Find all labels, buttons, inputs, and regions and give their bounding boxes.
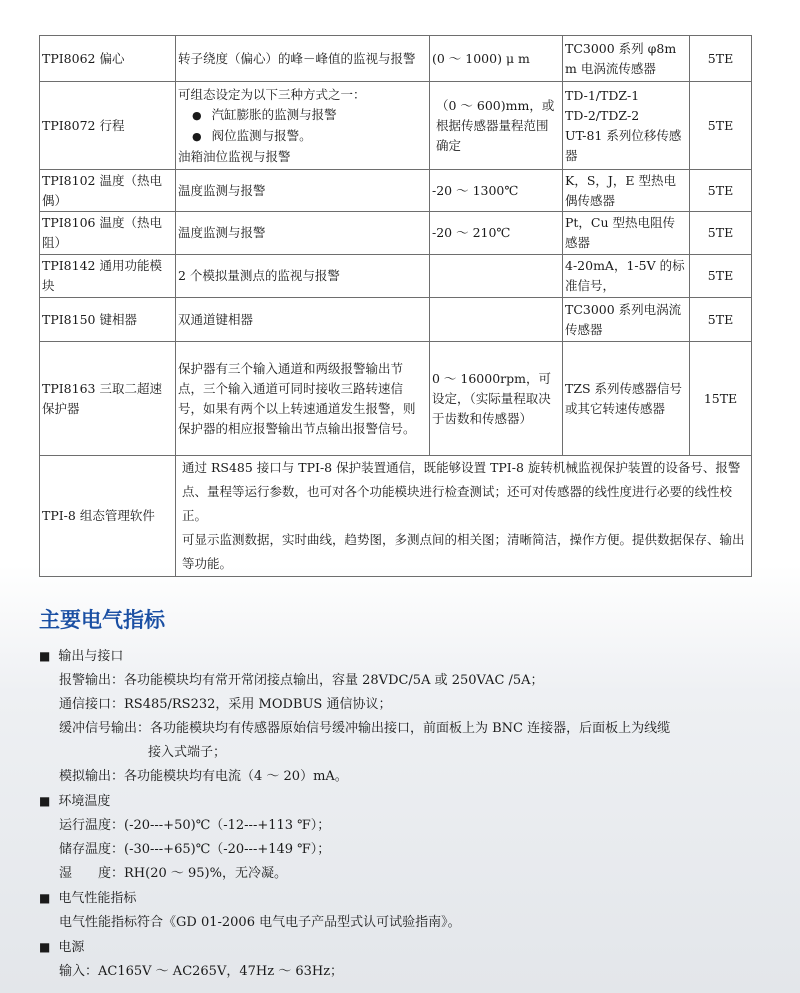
width-cell: 5TE bbox=[690, 255, 752, 298]
module-name-cell: TPI8062 偏心 bbox=[40, 36, 176, 82]
function-tail: 油箱油位监视与报警 bbox=[178, 148, 291, 164]
sensor-cell: 4-20mA，1-5V 的标准信号， bbox=[563, 255, 690, 298]
sensor-cell: TC3000 系列电涡流传感器 bbox=[563, 298, 690, 342]
spec-line: 通信接口：RS485/RS232，采用 MODBUS 通信协议； bbox=[59, 697, 392, 712]
width-cell: 5TE bbox=[690, 170, 752, 212]
table-row bbox=[40, 82, 752, 170]
group-heading: ■ 电源 bbox=[39, 935, 779, 960]
spec-line: 报警输出：各功能模块均有常开常闭接点输出，容量 28VDC/5A 或 250VAC /5A； bbox=[59, 673, 544, 688]
sensor-line: TD-1/TDZ-1 bbox=[565, 87, 640, 103]
software-desc-line: 通过 RS485 接口与 TPI-8 保护装置通信，既能够设置 TPI-8 旋转机械监视保护装置的设备号、报警点、量程等运行参数，也可对各个功能模块进行检查测试；还可对传感器的线性度进行必要的线性校正。 bbox=[182, 460, 741, 523]
range-cell: （0 ～ 600)mm，或根据传感器量程范围确定 bbox=[430, 82, 563, 170]
width-cell: 15TE bbox=[690, 342, 752, 456]
spec-line: 电气性能指标符合《GD 01-2006 电气电子产品型式认可试验指南》。 bbox=[59, 915, 461, 930]
spec-line: 缓冲信号输出：各功能模块均有传感器原始信号缓冲输出接口，前面板上为 BNC 连接器，后面板上为线缆 bbox=[59, 721, 671, 736]
sensor-cell: K，S，J，E 型热电偶传感器 bbox=[563, 170, 690, 212]
width-cell: 5TE bbox=[690, 82, 752, 170]
table-row bbox=[40, 298, 752, 342]
range-cell: -20 ～ 1300℃ bbox=[430, 170, 563, 212]
module-name-cell: TPI8072 行程 bbox=[40, 82, 176, 170]
range-cell bbox=[430, 255, 563, 298]
spec-line: 运行温度：(-20---+50)℃（-12---+113 ℉）； bbox=[59, 818, 331, 833]
range-cell bbox=[430, 298, 563, 342]
spec-line: 输入：AC165V ～ AC265V，47Hz ～ 63Hz； bbox=[59, 964, 344, 979]
software-desc-cell bbox=[176, 456, 752, 577]
table-row bbox=[40, 36, 752, 82]
electrical-spec-section bbox=[39, 600, 779, 984]
function-cell: 双通道键相器 bbox=[176, 298, 430, 342]
module-name-cell: TPI8142 通用功能模块 bbox=[40, 255, 176, 298]
section-title: 主要电气指标 bbox=[39, 608, 165, 632]
sensor-cell bbox=[563, 82, 690, 170]
range-cell: -20 ～ 210℃ bbox=[430, 212, 563, 255]
table-row bbox=[40, 342, 752, 456]
module-name-cell: TPI8163 三取二超速保护器 bbox=[40, 342, 176, 456]
function-cell: 温度监测与报警 bbox=[176, 212, 430, 255]
function-bullet: ● 汽缸膨胀的监测与报警 bbox=[178, 105, 427, 126]
module-spec-table bbox=[39, 35, 752, 577]
function-cell: 2 个模拟量测点的监视与报警 bbox=[176, 255, 430, 298]
spec-line: 储存温度：(-30---+65)℃（-20---+149 ℉）； bbox=[59, 842, 331, 857]
function-bullet: ● 阀位监测与报警。 bbox=[178, 126, 427, 147]
function-cell bbox=[176, 82, 430, 170]
sensor-cell: Pt，Cu 型热电阻传感器 bbox=[563, 212, 690, 255]
module-name-cell: TPI8102 温度（热电偶） bbox=[40, 170, 176, 212]
group-heading: ■ 环境温度 bbox=[39, 789, 779, 814]
width-cell: 5TE bbox=[690, 298, 752, 342]
width-cell: 5TE bbox=[690, 36, 752, 82]
function-cell: 温度监测与报警 bbox=[176, 170, 430, 212]
table-row bbox=[40, 170, 752, 212]
spec-line-continuation: 接入式端子； bbox=[148, 745, 227, 760]
sensor-cell: TC3000 系列 φ8mm 电涡流传感器 bbox=[563, 36, 690, 82]
sensor-cell: TZS 系列传感器信号或其它转速传感器 bbox=[563, 342, 690, 456]
group-heading: ■ 输出与接口 bbox=[39, 644, 779, 669]
module-name-cell: TPI8150 键相器 bbox=[40, 298, 176, 342]
sensor-line: TD-2/TDZ-2 bbox=[565, 107, 640, 123]
function-cell: 转子绕度（偏心）的峰－峰值的监视与报警 bbox=[176, 36, 430, 82]
width-cell: 5TE bbox=[690, 212, 752, 255]
table-row bbox=[40, 456, 752, 577]
range-cell: 0 ～ 16000rpm，可设定，（实际量程取决于齿数和传感器） bbox=[430, 342, 563, 456]
function-intro: 可组态设定为以下三种方式之一： bbox=[178, 86, 366, 102]
range-cell: (0 ～ 1000) μ m bbox=[430, 36, 563, 82]
module-name-cell: TPI8106 温度（热电阻） bbox=[40, 212, 176, 255]
module-name-cell: TPI-8 组态管理软件 bbox=[40, 456, 176, 577]
group-heading: ■ 电气性能指标 bbox=[39, 886, 779, 911]
spec-line: 模拟输出：各功能模块均有电流（4 ～ 20）mA。 bbox=[59, 769, 348, 784]
function-cell: 保护器有三个输入通道和两级报警输出节点，三个输入通道可同时接收三路转速信号，如果有两个以上转速通道发生报警，则保护器的相应报警输出节点输出报警信号。 bbox=[176, 342, 430, 456]
sensor-line: UT-81 系列位移传感器 bbox=[565, 127, 682, 163]
table-row bbox=[40, 255, 752, 298]
spec-line: 湿 度：RH(20 ～ 95)%，无冷凝。 bbox=[59, 866, 287, 881]
software-desc-line: 可显示监测数据，实时曲线，趋势图，多测点间的相关图；清晰简洁，操作方便。提供数据保存、输出等功能。 bbox=[182, 532, 745, 571]
table-row bbox=[40, 212, 752, 255]
